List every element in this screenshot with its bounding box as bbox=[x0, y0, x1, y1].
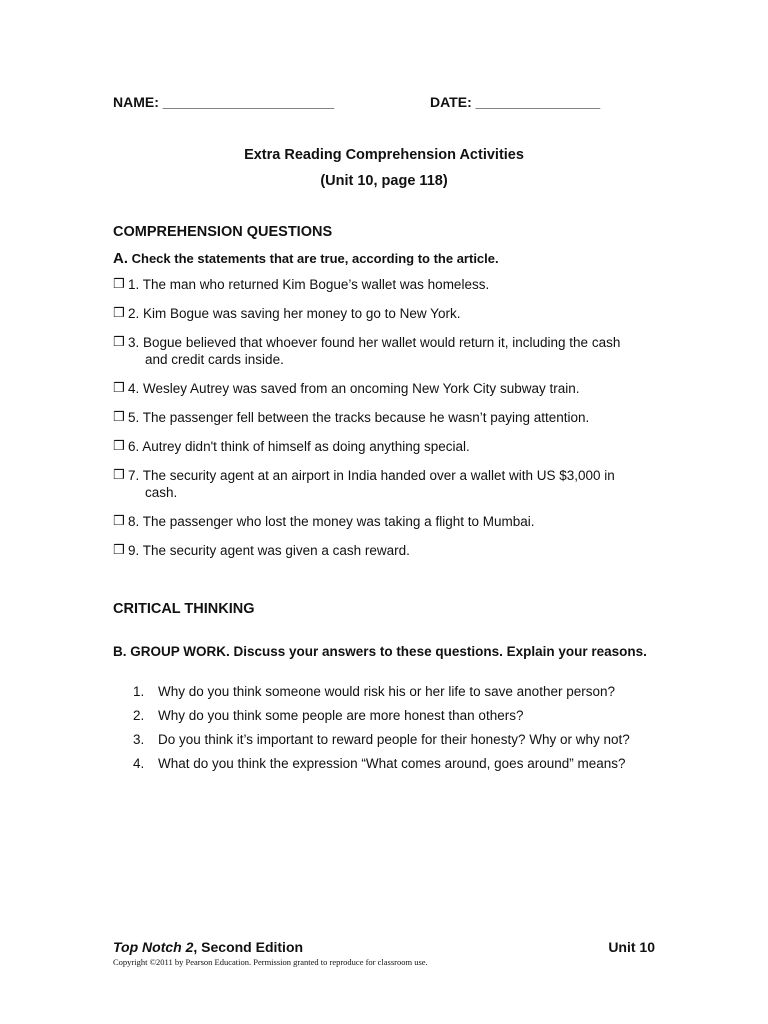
statement-item bbox=[113, 334, 658, 368]
checkbox-icon[interactable]: ❒ bbox=[113, 277, 125, 292]
statement-line1: The security agent at an airport in India handed over a wallet with US $3,000 in bbox=[142, 468, 615, 483]
footer-unit: Unit 10 bbox=[608, 939, 655, 955]
statement-line1: Bogue believed that whoever found her wallet would return it, including the cash bbox=[143, 335, 621, 350]
statement-text bbox=[128, 276, 658, 293]
statement-text bbox=[128, 542, 658, 559]
checkbox-icon[interactable]: ❒ bbox=[113, 439, 125, 454]
statement-item bbox=[113, 513, 658, 530]
statement-item bbox=[113, 305, 658, 322]
page-subtitle: (Unit 10, page 118) bbox=[320, 173, 448, 189]
statement-number: 6. bbox=[128, 439, 140, 454]
statement-text bbox=[128, 467, 658, 501]
comprehension-heading: COMPREHENSION QUESTIONS bbox=[113, 224, 333, 240]
instruction-a-text: Check the statements that are true, according to the article. bbox=[131, 251, 499, 266]
question-number: 2. bbox=[133, 708, 145, 723]
checkbox-icon[interactable]: ❒ bbox=[113, 335, 125, 350]
question-text: Why do you think some people are more honest than others? bbox=[158, 708, 524, 723]
statement-line1: The passenger fell between the tracks because he wasn’t paying attention. bbox=[142, 410, 590, 425]
discussion-question bbox=[133, 707, 693, 724]
statement-text bbox=[128, 513, 658, 530]
book-title: Top Notch 2 bbox=[113, 939, 194, 955]
statement-line1: The passenger who lost the money was taking a flight to Mumbai. bbox=[142, 514, 535, 529]
critical-thinking-heading: CRITICAL THINKING bbox=[113, 601, 255, 617]
instruction-b: B. GROUP WORK. Discuss your answers to these questions. Explain your reasons. bbox=[113, 644, 647, 659]
footer-book-title bbox=[113, 939, 303, 955]
statement-line1: Wesley Autrey was saved from an oncoming New York City subway train. bbox=[143, 381, 580, 396]
statement-number: 2. bbox=[128, 306, 140, 321]
statement-number: 4. bbox=[128, 381, 140, 396]
question-text: Why do you think someone would risk his or her life to save another person? bbox=[158, 684, 615, 699]
question-text: What do you think the expression “What comes around, goes around” means? bbox=[158, 756, 626, 771]
discussion-question-list bbox=[133, 683, 693, 779]
statement-line1: Autrey didn't think of himself as doing anything special. bbox=[142, 439, 470, 454]
statement-line2: cash. bbox=[145, 485, 178, 500]
statement-text bbox=[128, 409, 658, 426]
statement-item bbox=[113, 409, 658, 426]
question-number: 3. bbox=[133, 732, 145, 747]
statement-line1: Kim Bogue was saving her money to go to New York. bbox=[143, 306, 461, 321]
statement-number: 9. bbox=[128, 543, 140, 558]
statement-number: 7. bbox=[128, 468, 140, 483]
book-edition: , Second Edition bbox=[193, 939, 304, 955]
checkbox-icon[interactable]: ❒ bbox=[113, 381, 125, 396]
statement-number: 8. bbox=[128, 514, 140, 529]
statement-item bbox=[113, 380, 658, 397]
checkbox-icon[interactable]: ❒ bbox=[113, 410, 125, 425]
checkbox-icon[interactable]: ❒ bbox=[113, 514, 125, 529]
statement-text bbox=[128, 380, 658, 397]
statement-number: 1. bbox=[128, 277, 140, 292]
statement-text bbox=[128, 334, 658, 368]
page-title: Extra Reading Comprehension Activities bbox=[244, 147, 524, 163]
statement-line1: The security agent was given a cash reward. bbox=[142, 543, 410, 558]
statement-item bbox=[113, 438, 658, 455]
instruction-a-letter: A. bbox=[113, 250, 128, 267]
question-text: Do you think it’s important to reward people for their honesty? Why or why not? bbox=[158, 732, 630, 747]
question-number: 4. bbox=[133, 756, 145, 771]
statement-item bbox=[113, 542, 658, 559]
statement-text bbox=[128, 305, 658, 322]
date-field-label: DATE: ________________ bbox=[430, 94, 601, 110]
statement-item bbox=[113, 276, 658, 293]
statement-line2: and credit cards inside. bbox=[145, 352, 284, 367]
discussion-question bbox=[133, 755, 693, 772]
instruction-a bbox=[113, 250, 499, 267]
discussion-question bbox=[133, 731, 693, 748]
true-false-list bbox=[113, 276, 658, 571]
copyright-notice: Copyright ©2011 by Pearson Education. Permission granted to reproduce for classroom use. bbox=[113, 957, 428, 967]
statement-text bbox=[128, 438, 658, 455]
checkbox-icon[interactable]: ❒ bbox=[113, 543, 125, 558]
statement-item bbox=[113, 467, 658, 501]
name-field-label: NAME: ______________________ bbox=[113, 94, 335, 110]
checkbox-icon[interactable]: ❒ bbox=[113, 306, 125, 321]
statement-number: 5. bbox=[128, 410, 140, 425]
checkbox-icon[interactable]: ❒ bbox=[113, 468, 125, 483]
discussion-question bbox=[133, 683, 693, 700]
statement-line1: The man who returned Kim Bogue’s wallet was homeless. bbox=[142, 277, 490, 292]
question-number: 1. bbox=[133, 684, 145, 699]
statement-number: 3. bbox=[128, 335, 140, 350]
